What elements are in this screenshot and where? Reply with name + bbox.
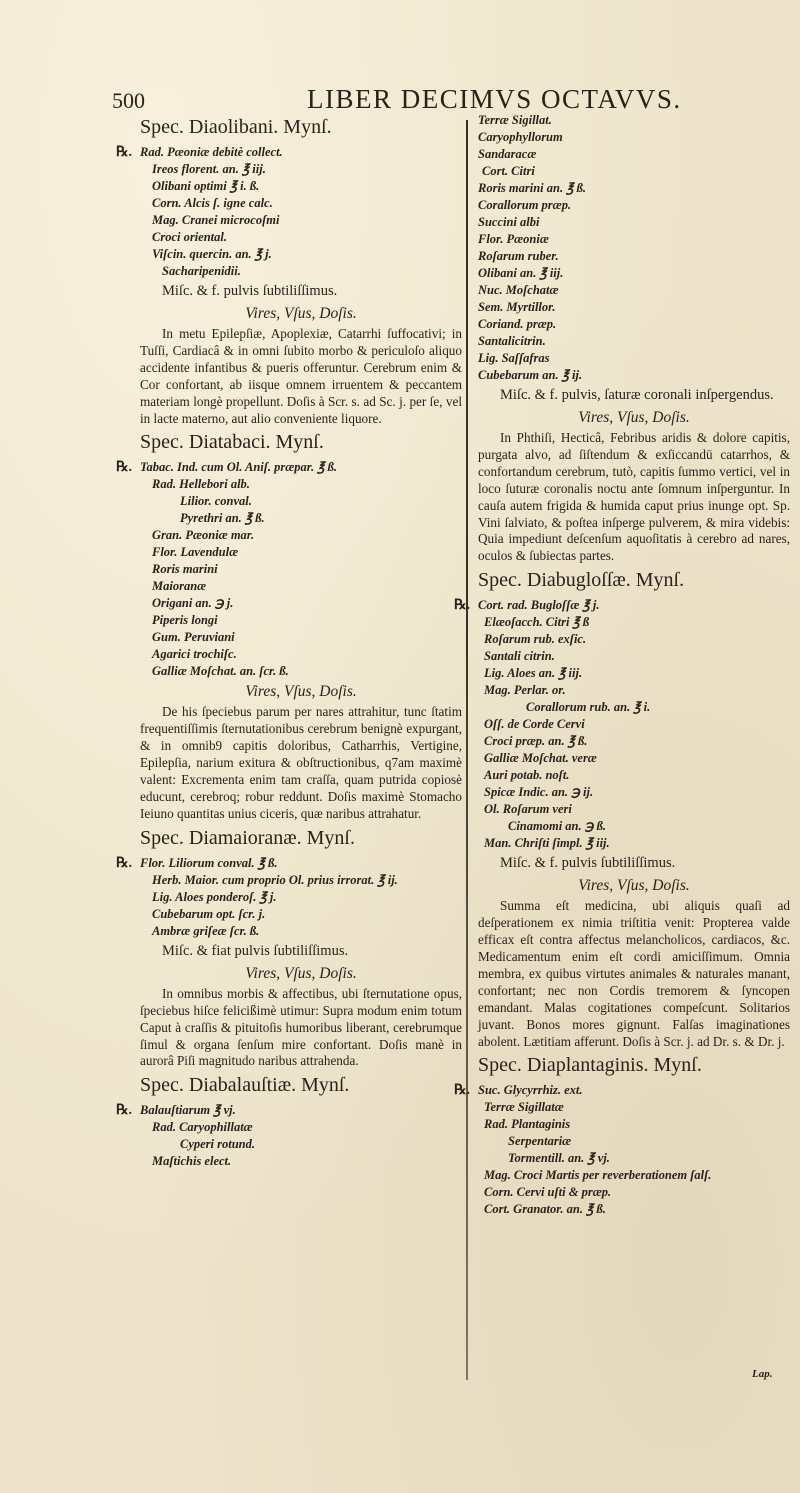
recipe-section bbox=[116, 429, 462, 822]
ingredient-text: Rad. Hellebori alb. bbox=[152, 477, 250, 492]
vires-heading: Vires, Vſus, Doſis. bbox=[578, 877, 690, 895]
ingredient-line bbox=[140, 161, 462, 178]
ingredient-line bbox=[478, 214, 790, 231]
ingredient-text: Lilior. conval. bbox=[180, 494, 252, 509]
ingredient-text: Balauſtiarum ℥ vj. bbox=[140, 1103, 236, 1118]
recipe-symbol: ℞. bbox=[116, 1103, 133, 1119]
ingredient-text: Lig. Aloes ponderoſ. ℥ j. bbox=[152, 889, 277, 904]
ingredient-text: Sacharipenidii. bbox=[162, 264, 241, 278]
ingredient-text: Caryophyllorum bbox=[478, 130, 563, 144]
ingredient-text: Rad. Pæoniæ debitè collect. bbox=[140, 145, 283, 159]
ingredient-line bbox=[140, 906, 462, 923]
ingredient-text: Santalicitrin. bbox=[478, 334, 546, 348]
page-number: 500 bbox=[112, 88, 145, 113]
recipe-title: Spec. Diaplantaginis. Mynſ. bbox=[478, 1054, 702, 1077]
ingredient-text: Tormentill. an. ℥ vj. bbox=[508, 1151, 610, 1166]
recipe-title: Spec. Diabalauſtiæ. Mynſ. bbox=[140, 1074, 350, 1097]
ingredient-text: Serpentariæ bbox=[508, 1134, 572, 1149]
ingredient-line bbox=[140, 263, 462, 280]
ingredient-text: Pyrethri an. ℥ ß. bbox=[180, 511, 265, 526]
ingredient-line bbox=[140, 229, 462, 246]
usage-paragraph: In metu Epilepſiæ, Apoplexiæ, Catarrhi ſuffocativi; in Tuſſi, Cardiacâ & in omni ſubito morbo & periculoſo aliquo accidente infantibus & pueris offeruntur. Cerebrum enim & Cor confortant, ab iisque omnem irruentem & peccantem materiam longè propellunt. Doſis à Scr. s. ad Sc. j. per ſe, vel in lacte materno, aut alio conveniente liquore. bbox=[140, 326, 462, 426]
ingredient-line bbox=[478, 180, 790, 197]
ingredient-line bbox=[478, 1133, 790, 1150]
ingredient-text: Roſarum rub. exſic. bbox=[484, 632, 587, 647]
ingredient-text: Coriand. præp. bbox=[478, 317, 557, 331]
vires-heading: Vires, Vſus, Doſis. bbox=[578, 409, 690, 426]
ingredient-text: Cinamomi an. ℈ ß. bbox=[508, 819, 606, 834]
ingredient-text: Maſtichis elect. bbox=[152, 1154, 232, 1169]
ingredient-line bbox=[140, 527, 462, 544]
mixing-instruction: Miſc. & f. pulvis, ſaturæ coronali inſpergendus. bbox=[500, 387, 774, 403]
ingredient-line bbox=[140, 246, 462, 263]
ingredient-text: Santali citrin. bbox=[484, 649, 555, 664]
recipe-section bbox=[454, 1052, 790, 1218]
usage-paragraph: In Phthiſi, Hecticâ, Febribus aridis & dolore capitis, purgata alvo, ad ſiſtendum & exſiccandū catarrhos, & confortandum cerebrum, tutò, capitis ſummo vertici, vel in loco ſuturæ coronalis noctu ante ſomnum inſperguntur. In cauſa autem frigida & humida caput prius inunge opt. Sp. Vini ſalviato, & poſtea inſperge pulverem, & mira videbis: Quia impediunt deſcenſum aquoſitatis à cerebro ad nares, oculos & ſubiectas partes. bbox=[478, 430, 790, 564]
ingredient-line bbox=[478, 129, 790, 146]
ingredient-text: Corallorum rub. an. ℥ i. bbox=[526, 700, 651, 715]
ingredient-line bbox=[478, 1099, 790, 1116]
ingredient-text: Cyperi rotund. bbox=[180, 1137, 256, 1152]
right-column bbox=[454, 112, 790, 1218]
recipe-section bbox=[116, 825, 462, 1071]
ingredient-line bbox=[478, 367, 790, 384]
mixing-instruction: Miſc. & f. pulvis ſubtiliſſimus. bbox=[500, 855, 676, 872]
usage-paragraph: In omnibus morbis & affectibus, ubi ſternutatione opus, ſpeciebus hiſce felicißimè utimur: Supra modum enim totum Caput à craſſis & pituitoſis humoribus liberant, cerebrumque ſimul & organa ſenſum mire confortant. Doſis manè in aurorâ Piſi magnitudo naribus attrahenda. bbox=[140, 985, 462, 1069]
ingredient-line bbox=[140, 561, 462, 578]
left-column bbox=[116, 112, 462, 1170]
ingredient-line bbox=[478, 648, 790, 665]
ingredient-text: Corn. Alcis ſ. igne calc. bbox=[152, 196, 273, 210]
ingredient-text: Roris marini bbox=[152, 562, 218, 577]
ingredient-text: Piperis longi bbox=[152, 613, 218, 628]
ingredient-line bbox=[478, 682, 790, 699]
ingredient-line bbox=[478, 665, 790, 682]
ingredient-line bbox=[478, 801, 790, 818]
ingredient-line bbox=[140, 578, 462, 595]
ingredient-text: Rad. Caryophillatæ bbox=[152, 1120, 253, 1135]
ingredient-line bbox=[478, 716, 790, 733]
ingredient-line bbox=[478, 818, 790, 835]
usage-paragraph: De his ſpeciebus parum per nares attrahitur, tunc ſtatim frequentiſſimis ſternutationibus cerebrum benignè expurgant, & in omnib9 capitis doloribus, Catharrhis, Vertigine, Epilepſia, narium exitura & obſtructionibus, q7am maximè valent: Excrementa enim tam craſſa, quam putrida copiosè educunt, cerebroq; robur reddunt. Doſis maximè Stomacho Ieiuno quantitas unius ciceris, quæ naribus attrahatur. bbox=[140, 704, 462, 821]
recipe-symbol: ℞. bbox=[116, 145, 133, 160]
ingredient-line bbox=[116, 1102, 462, 1119]
ingredient-line bbox=[478, 1184, 790, 1201]
recipe-title: Spec. Diaolibani. Mynſ. bbox=[140, 116, 332, 138]
ingredient-line bbox=[478, 784, 790, 801]
ingredient-text: Sem. Myrtillor. bbox=[478, 300, 556, 314]
recipe-symbol: ℞. bbox=[454, 598, 471, 614]
ingredient-line bbox=[116, 144, 462, 161]
ingredient-line bbox=[478, 146, 790, 163]
column-divider bbox=[466, 120, 468, 1380]
ingredient-line bbox=[140, 663, 462, 680]
ingredient-text: Galliæ Moſchat. an. ſcr. ß. bbox=[152, 664, 289, 679]
ingredient-text: Flor. Liliorum conval. ℥ ß. bbox=[140, 855, 278, 870]
ingredient-line bbox=[140, 476, 462, 493]
ingredient-line bbox=[140, 178, 462, 195]
ingredient-line bbox=[478, 767, 790, 784]
ingredient-text: Ol. Roſarum veri bbox=[484, 802, 572, 817]
ingredient-line bbox=[478, 231, 790, 248]
ingredient-text: Ireos florent. an. ℥ iij. bbox=[152, 162, 266, 176]
ingredient-line bbox=[140, 612, 462, 629]
ingredient-text: Herb. Maior. cum proprio Ol. prius irrorat. ℥ ij. bbox=[152, 872, 398, 887]
recipe-section bbox=[116, 114, 462, 427]
ingredient-text: Roris marini an. ℥ ß. bbox=[478, 181, 586, 195]
ingredient-text: Roſarum ruber. bbox=[478, 249, 559, 263]
ingredient-line bbox=[140, 1153, 462, 1170]
ingredient-line bbox=[478, 1116, 790, 1133]
recipe-symbol: ℞. bbox=[454, 1083, 471, 1099]
ingredient-line bbox=[478, 112, 790, 129]
ingredient-text: Flor. Lavendulæ bbox=[152, 545, 239, 560]
ingredient-text: Origani an. ℈ j. bbox=[152, 596, 234, 611]
ingredient-line bbox=[140, 1136, 462, 1153]
ingredient-line bbox=[478, 163, 790, 180]
recipe-section bbox=[454, 567, 790, 1050]
ingredient-text: Mag. Perlar. or. bbox=[484, 683, 566, 698]
ingredient-line bbox=[478, 248, 790, 265]
ingredient-text: Galliæ Moſchat. veræ bbox=[484, 751, 597, 766]
ingredient-text: Cort. Granator. an. ℥ ß. bbox=[484, 1202, 606, 1217]
ingredient-line bbox=[478, 197, 790, 214]
ingredient-line bbox=[478, 265, 790, 282]
ingredient-line bbox=[478, 282, 790, 299]
ingredient-text: Rad. Plantaginis bbox=[484, 1117, 571, 1132]
ingredient-line bbox=[140, 1119, 462, 1136]
ingredient-text: Succini albi bbox=[478, 215, 540, 229]
ingredient-text: Cort. rad. Bugloſſæ ℥ j. bbox=[478, 598, 600, 613]
ingredient-text: Man. Chriſti ſimpl. ℥ iij. bbox=[484, 836, 610, 851]
ingredient-line bbox=[478, 1150, 790, 1167]
ingredient-line bbox=[140, 646, 462, 663]
ingredient-text: Lig. Saſſafras bbox=[478, 351, 550, 365]
ingredient-line bbox=[140, 212, 462, 229]
recipe-section bbox=[116, 1072, 462, 1170]
ingredient-line bbox=[140, 544, 462, 561]
ingredient-text: Mag. Cranei microcoſmi bbox=[152, 213, 280, 227]
ingredient-text: Cubebarum an. ℥ ij. bbox=[478, 368, 583, 382]
vires-heading: Vires, Vſus, Doſis. bbox=[245, 305, 357, 322]
mixing-instruction: Miſc. & f. pulvis ſubtiliſſimus. bbox=[162, 283, 338, 299]
ingredient-text: Oſſ. de Corde Cervi bbox=[484, 717, 585, 732]
ingredient-line bbox=[140, 923, 462, 940]
vires-heading: Vires, Vſus, Doſis. bbox=[245, 964, 357, 982]
ingredient-line bbox=[478, 1167, 790, 1184]
catchword: Lap. bbox=[752, 1368, 773, 1380]
ingredient-text: Tabac. Ind. cum Ol. Aniſ. præpar. ℥ ß. bbox=[140, 460, 337, 475]
vires-heading: Vires, Vſus, Doſis. bbox=[245, 683, 357, 701]
ingredient-text: Corallorum præp. bbox=[478, 198, 572, 212]
ingredient-text: Spicæ Indic. an. ℈ ij. bbox=[484, 785, 594, 800]
ingredient-text: Terræ Sigillat. bbox=[478, 113, 552, 127]
ingredient-text: Mag. Croci Martis per reverberationem ſalſ. bbox=[484, 1168, 712, 1183]
ingredient-text: Ambræ griſeæ ſcr. ß. bbox=[152, 923, 260, 938]
ingredient-line bbox=[454, 597, 790, 614]
recipe-section bbox=[478, 112, 790, 565]
ingredient-line bbox=[478, 614, 790, 631]
ingredient-text: Sandaracæ bbox=[478, 147, 537, 161]
ingredient-text: Olibani optimi ℥ i. ß. bbox=[152, 179, 260, 193]
ingredient-text: Corn. Cervi uſti & præp. bbox=[484, 1185, 612, 1200]
ingredient-text: Olibani an. ℥ iij. bbox=[478, 266, 564, 280]
ingredient-line bbox=[478, 299, 790, 316]
ingredient-line bbox=[478, 350, 790, 367]
ingredient-text: Auri potab. noſt. bbox=[484, 768, 570, 783]
recipe-title: Spec. Diabugloſſæ. Mynſ. bbox=[478, 569, 685, 592]
ingredient-text: Elæoſacch. Citri ℥ ß bbox=[484, 615, 590, 630]
ingredient-text: Agarici trochiſc. bbox=[152, 647, 237, 662]
ingredient-line bbox=[478, 733, 790, 750]
ingredient-text: Cubebarum opt. ſcr. j. bbox=[152, 906, 266, 921]
ingredient-line bbox=[478, 1201, 790, 1218]
ingredient-line bbox=[140, 493, 462, 510]
ingredient-line bbox=[116, 459, 462, 476]
ingredient-line bbox=[140, 872, 462, 889]
recipe-title: Spec. Diamaioranæ. Mynſ. bbox=[140, 826, 355, 849]
ingredient-line bbox=[478, 631, 790, 648]
ingredient-text: Suc. Glycyrrhiz. ext. bbox=[478, 1083, 583, 1098]
ingredient-text: Croci præp. an. ℥ ß. bbox=[484, 734, 588, 749]
usage-paragraph: Summa eſt medicina, ubi aliquis quaſi ad deſperationem ex nimia triſtitia venit: Propterea valde efficax eſt contra affectus melancholicos, cardiacos, &c. Medicamentum enim eſt cordi amiciſſimum. Omnia membra, ex quibus virtutes animales & naturales manant, confortant; nec non Cordis tremorem & ſyncopen emandant. Malas cogitationes compeſcunt. Solitarios juvant. Bonos mores gignunt. Falſas imaginationes abolent. Lætitiam afferunt. Doſis à Scr. j. ad Dr. s. & Dr. j. bbox=[478, 898, 790, 1049]
ingredient-line bbox=[116, 855, 462, 872]
ingredient-line bbox=[454, 1082, 790, 1099]
ingredient-line bbox=[140, 595, 462, 612]
running-title: LIBER DECIMVS OCTAVVS. bbox=[307, 84, 682, 114]
ingredient-text: Gum. Peruviani bbox=[152, 630, 235, 645]
ingredient-text: Maioranæ bbox=[152, 579, 207, 594]
recipe-title: Spec. Diatabaci. Mynſ. bbox=[140, 431, 324, 454]
ingredient-text: Lig. Aloes an. ℥ iij. bbox=[484, 666, 583, 681]
recipe-symbol: ℞. bbox=[116, 460, 133, 476]
ingredient-line bbox=[478, 316, 790, 333]
ingredient-line bbox=[140, 510, 462, 527]
ingredient-line bbox=[478, 750, 790, 767]
ingredient-line bbox=[140, 889, 462, 906]
mixing-instruction: Miſc. & fiat pulvis ſubtiliſſimus. bbox=[162, 942, 349, 959]
ingredient-line bbox=[140, 195, 462, 212]
ingredient-text: Nuc. Moſchatæ bbox=[478, 283, 559, 297]
ingredient-line bbox=[478, 835, 790, 852]
ingredient-text: Croci oriental. bbox=[152, 230, 228, 244]
ingredient-line bbox=[478, 699, 790, 716]
ingredient-text: Terræ Sigillatæ bbox=[484, 1100, 564, 1115]
ingredient-line bbox=[478, 333, 790, 350]
ingredient-line bbox=[140, 629, 462, 646]
ingredient-text: Gran. Pæoniæ mar. bbox=[152, 528, 255, 543]
ingredient-text: Viſcin. quercin. an. ℥ j. bbox=[152, 247, 272, 261]
ingredient-text: Flor. Pæoniæ bbox=[478, 232, 549, 246]
recipe-symbol: ℞. bbox=[116, 855, 133, 871]
ingredient-text: Cort. Citri bbox=[482, 164, 535, 178]
